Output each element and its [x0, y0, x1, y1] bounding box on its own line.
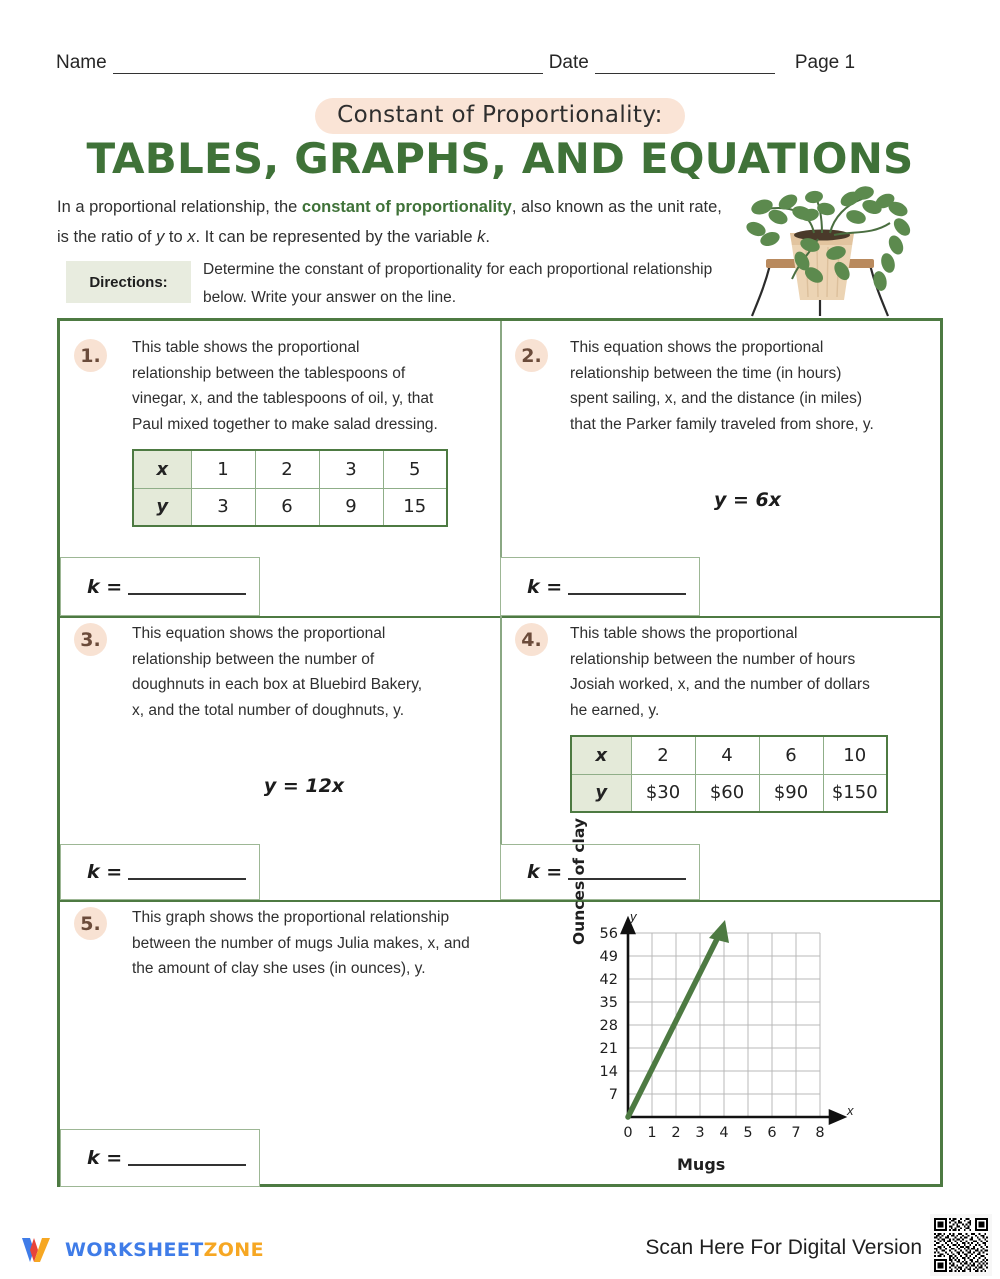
graph-ytick-42: 42	[599, 972, 618, 988]
intro-part1: In a proportional relationship, the	[57, 198, 302, 216]
graph-xtick-4: 4	[719, 1125, 729, 1141]
problem-2-text	[570, 335, 935, 437]
graph-canvas	[572, 905, 884, 1180]
problem-1-y-2: 9	[319, 488, 383, 526]
qr-code-icon[interactable]	[930, 1214, 992, 1276]
graph-xtick-2: 2	[671, 1125, 681, 1141]
graph-xtick-8: 8	[815, 1125, 825, 1141]
intro-var-y: y	[156, 228, 165, 246]
problem-1-x-3: 5	[383, 450, 447, 488]
problem-4-y-1: $60	[695, 774, 759, 812]
problem-1-table	[132, 449, 448, 527]
directions-text: Determine the constant of proportionality for each proportional relationship below. Write your answer on the line.	[203, 261, 713, 306]
problem-1-y-1: 6	[255, 488, 319, 526]
problem-4-x-2: 6	[759, 736, 823, 774]
problem-4-table	[570, 735, 888, 813]
problem-3-k-label: k =	[87, 861, 123, 883]
student-info-bar	[56, 52, 944, 74]
problem-4-x-1: 4	[695, 736, 759, 774]
problem-1-row-header-y: y	[133, 488, 191, 526]
graph-ytick-49: 49	[599, 949, 618, 965]
problem-2-k-label: k =	[527, 575, 563, 598]
intro-part3: to	[164, 228, 188, 246]
problem-5-line-1: This graph shows the proportional relationship	[132, 909, 450, 926]
directions-label-box	[66, 261, 191, 303]
problem-5-line-2: between the number of mugs Julia makes, x, and	[132, 934, 470, 952]
problem-3	[74, 621, 494, 797]
date-label: Date	[548, 52, 589, 73]
problem-2-answer-box[interactable]	[500, 557, 700, 616]
problem-5-answer-line[interactable]	[128, 1150, 246, 1166]
problem-4-row-header-x: x	[571, 736, 631, 774]
eyebrow-title: Constant of Proportionality:	[315, 98, 685, 134]
graph-axes	[622, 919, 844, 1123]
problem-4-y-0: $30	[631, 774, 695, 812]
problem-4-number: 4.	[515, 623, 548, 656]
graph-ytick-35: 35	[599, 995, 618, 1011]
problem-2-answer-line[interactable]	[568, 579, 686, 595]
problem-1-number: 1.	[74, 339, 107, 372]
problem-1-line-3: vinegar, x, and the tablespoons of oil, y, that	[132, 390, 434, 407]
graph-y-axis-name: y	[630, 909, 637, 924]
page-footer	[0, 1200, 1000, 1279]
graph-ytick-14: 14	[599, 1064, 618, 1080]
problem-4-answer-box[interactable]	[500, 844, 700, 900]
graph-x-axis-label: Mugs	[677, 1155, 726, 1174]
eyebrow-title-wrap	[0, 98, 1000, 134]
intro-paragraph	[57, 192, 727, 252]
intro-bold-term: constant of proportionality	[301, 198, 512, 216]
problem-3-number: 3.	[74, 623, 107, 656]
intro-var-x: x	[187, 228, 196, 246]
problem-3-answer-line[interactable]	[128, 864, 246, 880]
problem-5-number: 5.	[74, 907, 107, 940]
logo-mark-icon	[20, 1236, 56, 1264]
graph-xtick-6: 6	[767, 1125, 777, 1141]
intro-var-k: k	[477, 228, 486, 246]
problem-1-answer-line[interactable]	[128, 579, 246, 595]
problem-2-line-4: that the Parker family traveled from shore, y.	[570, 415, 874, 433]
problem-4-line-4: he earned, y.	[570, 701, 660, 719]
intro-part2: , also known as the unit rate, is the ratio of	[57, 198, 722, 246]
problem-4-k-label: k =	[527, 861, 563, 883]
problem-4-row-header-y: y	[571, 774, 631, 812]
problem-2-equation: y = 6x	[713, 489, 781, 511]
row-divider-2	[60, 900, 940, 902]
table-row	[133, 450, 447, 488]
graph-data-line	[628, 920, 729, 1117]
scan-text: Scan Here For Digital Version	[645, 1236, 922, 1259]
problem-4-line-1: This table shows the proportional	[570, 625, 798, 642]
problem-3-line-4: x, and the total number of doughnuts, y.	[132, 701, 404, 719]
problem-5-k-label: k =	[87, 1147, 123, 1169]
graph-ytick-7: 7	[608, 1087, 618, 1103]
problem-4	[515, 621, 935, 813]
logo-text-primary: WORKSHEET	[65, 1239, 204, 1261]
problem-1-line-2: relationship between the tablespoons of	[132, 364, 406, 382]
worksheetzone-logo[interactable]	[20, 1236, 264, 1264]
table-row	[133, 488, 447, 526]
problem-4-text	[570, 621, 935, 723]
problem-2-line-3: spent sailing, x, and the distance (in miles)	[570, 390, 863, 407]
graph-y-axis-label: Ounces of clay	[570, 818, 588, 945]
graph-ytick-21: 21	[599, 1041, 618, 1057]
graph-xtick-7: 7	[791, 1125, 801, 1141]
graph-xtick-3: 3	[695, 1125, 705, 1141]
potted-plant-illustration	[722, 183, 954, 318]
graph-x-axis-name: x	[847, 1103, 854, 1118]
graph-ytick-56: 56	[599, 926, 618, 942]
problem-4-line-2: relationship between the number of hours	[570, 650, 856, 668]
problem-4-y-3: $150	[823, 774, 887, 812]
intro-part4: . It can be represented by the variable	[195, 228, 478, 246]
problem-2	[515, 335, 935, 511]
problem-3-line-1: This equation shows the proportional	[132, 625, 386, 642]
graph-xtick-0: 0	[623, 1125, 633, 1141]
problem-3-answer-box[interactable]	[60, 844, 260, 900]
problem-1-x-0: 1	[191, 450, 255, 488]
logo-text	[65, 1239, 264, 1261]
table-row	[571, 736, 887, 774]
problem-4-line-3: Josiah worked, x, and the number of dollars	[570, 676, 870, 693]
problem-4-y-2: $90	[759, 774, 823, 812]
problem-5-graph	[570, 818, 884, 1180]
problem-4-x-3: 10	[823, 736, 887, 774]
problem-3-line-2: relationship between the number of	[132, 650, 375, 668]
problem-5	[74, 905, 554, 982]
problem-5-answer-box[interactable]	[60, 1129, 260, 1187]
problem-1-y-3: 15	[383, 488, 447, 526]
problem-4-x-0: 2	[631, 736, 695, 774]
directions-label: Directions:	[89, 273, 168, 291]
name-write-line[interactable]	[113, 59, 543, 74]
problem-1	[74, 335, 494, 527]
graph-xtick-5: 5	[743, 1125, 753, 1141]
page-title: TABLES, GRAPHS, AND EQUATIONS	[86, 134, 914, 183]
problem-3-line-3: doughnuts in each box at Bluebird Bakery,	[132, 676, 423, 693]
problem-3-equation: y = 12x	[263, 775, 345, 797]
graph-xtick-1: 1	[647, 1125, 657, 1141]
table-row	[571, 774, 887, 812]
problem-5-text	[132, 905, 554, 982]
intro-part5: .	[485, 228, 490, 246]
problem-2-line-2: relationship between the time (in hours)	[570, 364, 842, 382]
logo-text-secondary: ZONE	[203, 1239, 264, 1261]
date-write-line[interactable]	[595, 59, 775, 74]
name-label: Name	[56, 52, 107, 73]
graph-ytick-28: 28	[599, 1018, 618, 1034]
problem-1-row-header-x: x	[133, 450, 191, 488]
problem-1-x-1: 2	[255, 450, 319, 488]
problem-1-line-1: This table shows the proportional	[132, 339, 360, 356]
problem-1-x-2: 3	[319, 450, 383, 488]
problem-5-line-3: the amount of clay she uses (in ounces), y.	[132, 960, 426, 977]
problem-2-number: 2.	[515, 339, 548, 372]
page-number: Page 1	[794, 52, 856, 73]
problem-1-text	[132, 335, 494, 437]
problem-1-y-0: 3	[191, 488, 255, 526]
problem-3-text	[132, 621, 494, 723]
problem-1-k-label: k =	[87, 575, 123, 598]
problem-1-line-4: Paul mixed together to make salad dressing.	[132, 415, 438, 433]
problem-1-answer-box[interactable]	[60, 557, 260, 616]
problem-2-line-1: This equation shows the proportional	[570, 339, 824, 356]
graph-gridlines	[628, 933, 820, 1117]
